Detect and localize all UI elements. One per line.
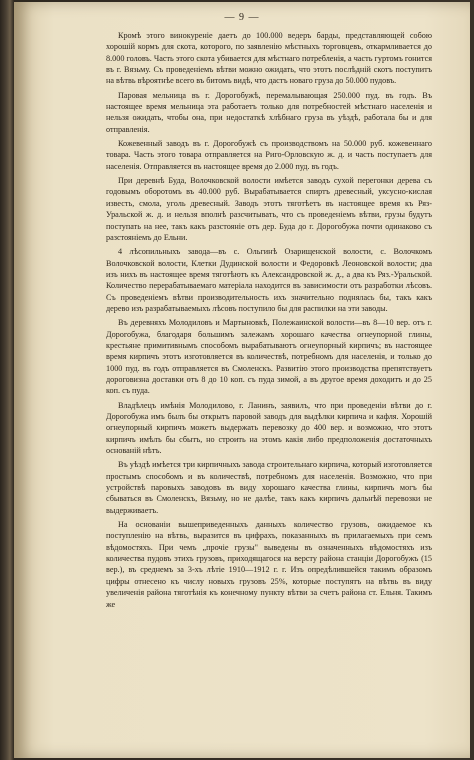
body-text [106,30,432,610]
paragraph-lesopilnye-zavody: 4 лѣсопильныхъ завода—въ с. Ольгинѣ Озарищенской волости, с. Волочкомъ Волочковской волости, Клетки Дудинской волости и Федоровкѣ Леоновской волости; два изъ нихъ въ настоящее время тяготѣютъ къ Александровской ж. д., а два къ Ряз.-Уральской. Количество перерабатываемаго матеріала находится въ зависимости отъ разработки лѣсовъ. Съ проведеніемъ вѣтви производительность ихъ значительно поднялась бы, такъ какъ дерево изъ разрабатываемыхъ лѣсовъ поступило бы для распилки на эти заводы. [106,247,432,313]
paragraph-ogneupornaya-glina: Въ деревняхъ Молодиловъ и Мартыновкѣ, Полежаинской волости—въ 8—10 вер. отъ г. Дорогобужа, благодаря большимъ залежамъ хорошаго качества огнеупорной глины, крестьяне примитивнымъ способомъ вырабатываютъ огнеупорный кирпичъ; въ настоящее время кирпичъ этотъ изготовляется въ количествѣ, потребномъ для населенія, и только до 1000 пуд. въ годъ отправляется въ Смоленскъ. Развитію этого производства препятствуетъ дороговизна доставки отъ 8 до 10 коп. съ пуда зимой, а въ другое время доходитъ и до 25 коп. съ пуда. [106,318,432,396]
paragraph-gruzy-summary: На основаніи вышеприведенныхъ данныхъ количество грузовъ, ожидаемое къ поступленію на вѣтвь, выразится въ цифрахъ, показанныхъ въ прилагаемыхъ при семъ вѣдомостяхъ. При чемъ „прочіе грузы" выведены въ означенныхъ вѣдомостяхъ изъ количества пудовъ этихъ грузовъ, приходящагося на версту района станціи Дорогобужъ (15 вер.), въ среднемъ за 3-хъ лѣтіе 1910—1912 г. г. Изъ опредѣлившейся такимъ образомъ цифры отнесено къ числу новыхъ грузовъ 25%, которые поступятъ на вѣтвь въ виду увеличенія района тяготѣнія къ конечному пункту вѣтви за счетъ района ст. Ельня. Такимъ же [106,520,432,609]
paragraph-vinokurenie: Кромѣ этого винокуреніе даетъ до 100.000 ведеръ барды, представляющей собою хорошій кормъ для скота, которого, по заявленію мѣстныхъ торговцевъ, откармливается до 8.000 головъ. Часть этого скота убивается для мѣстнаго потребленія, а часть гуртомъ гонится въ г. Вязьму. Съ проведеніемъ вѣтви можно ожидать, что этотъ послѣдній скотъ поступитъ на вѣтвь вѣроятнѣе всего въ битомъ видѣ, что дастъ новаго груза до 50.000 пудовъ. [106,31,432,86]
book-page [14,2,470,758]
paragraph-molodilovo: Владѣлецъ имѣнія Молодилово, г. Ланинъ, заявилъ, что при проведеніи вѣтви до г. Дорогобужа имъ былъ бы открытъ паровой заводъ для выдѣлки кирпича и кафля. Хорошій огнеупорный кирпичъ можетъ выдержать перевозку до 400 вер. и возможно, что этотъ кирпичъ имѣлъ бы сбытъ, но строить на этомъ какія либо предположенія достаточныхъ основаній нѣтъ. [106,400,432,456]
paragraph-buda-zavod: При деревнѣ Буда, Волочковской волости имѣется заводъ сухой перегонки дерева съ годовымъ оборотомъ въ 40.000 руб. Вырабатывается спиртъ древесный, уксусно-кислая известь, смола, уголь древесный. Заводъ этотъ тяготѣетъ въ настоящее время къ Ряз-Уральской ж. д. и нельзя вполнѣ разсчитывать, что съ проведеніемъ вѣтви, грузы будутъ поступать на нее, такъ какъ разстояніе отъ дер. Буда до г. Дорогобужа почти одинаково съ разстояніемъ до Ельни. [106,176,432,242]
paragraph-kirpichnye-zavody: Въ уѣздѣ имѣется три кирпичныхъ завода строительнаго кирпича, который изготовляется простымъ способомъ и въ количествѣ, потребномъ для населенія. Возможно, что при устройствѣ паровыхъ заводовъ въ виду хорошаго качества глины, кирпичъ могъ бы сбываться въ Смоленскъ, Вязьму, но не далѣе, такъ какъ кирпичъ дальнѣй перевозки не выдерживаетъ. [106,460,432,515]
page-number: — 9 — [224,12,260,23]
paragraph-melnitsa: Паровая мельница въ г. Дорогобужѣ, перемалывающая 250.000 пуд. въ годъ. Въ настоящее время мельница эта работаетъ только для потребностей мѣстнаго населенія и нельзя ожидать, чтобы она, при недостаткѣ хлѣбнаго груза въ уѣздѣ, работала бы и для отправленія. [106,90,432,134]
paragraph-kozhevenny-zavod: Кожевенный заводъ въ г. Дорогобужѣ съ производствомъ на 50.000 руб. кожевеннаго товара. Часть этого товара отправляется на Риго-Орловскую ж. д. и часть поступаетъ для населенія. Отправляется въ настоящее время до 2.000 пуд. въ годъ. [106,139,432,171]
